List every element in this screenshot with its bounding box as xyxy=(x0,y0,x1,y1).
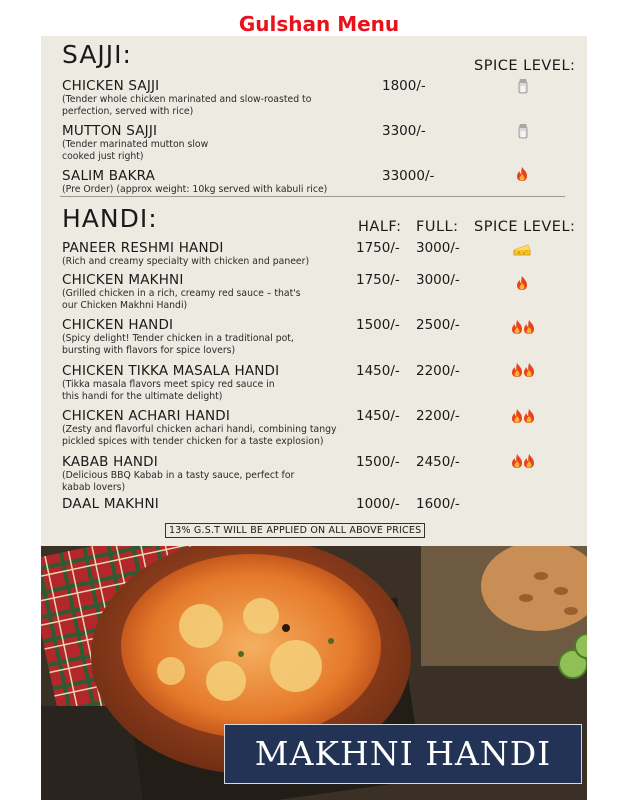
half-label: HALF: xyxy=(358,219,402,235)
menu-item xyxy=(62,272,582,311)
double-flame-icon xyxy=(510,453,536,469)
gst-note: 13% G.S.T WILL BE APPLIED ON ALL ABOVE PRICES xyxy=(165,523,425,538)
salt-shaker-icon xyxy=(516,78,530,94)
item-name: DAAL MAKHNI xyxy=(62,496,159,512)
item-description: (Spicy delight! Tender chicken in a traditional pot, bursting with flavors for spice lovers) xyxy=(62,333,294,356)
item-price: 1800/- xyxy=(382,78,426,94)
item-name: CHICKEN SAJJI xyxy=(62,78,160,94)
handi-heading: HANDI: xyxy=(62,204,158,233)
menu-item xyxy=(62,496,582,512)
menu-item xyxy=(62,240,582,268)
item-description: (Tender marinated mutton slow cooked just right) xyxy=(62,139,209,162)
menu-item xyxy=(62,408,582,447)
double-flame-icon xyxy=(510,319,536,335)
item-name: CHICKEN MAKHNI xyxy=(62,272,184,288)
menu-item xyxy=(62,168,582,196)
menu-item xyxy=(62,363,582,402)
item-name: PANEER RESHMI HANDI xyxy=(62,240,224,256)
item-description: (Grilled chicken in a rich, creamy red sauce – that's our Chicken Makhni Handi) xyxy=(62,288,301,311)
half-price: 1500/- xyxy=(356,454,400,470)
item-description: (Delicious BBQ Kabab in a tasty sauce, perfect for kabab lovers) xyxy=(62,470,295,493)
item-description: (Tender whole chicken marinated and slow-roasted to perfection, served with rice) xyxy=(62,94,312,117)
full-price: 2500/- xyxy=(416,317,460,333)
section-divider xyxy=(60,196,565,197)
half-price: 1500/- xyxy=(356,317,400,333)
item-description: (Tikka masala flavors meet spicy red sauce in this handi for the ultimate delight) xyxy=(62,379,275,402)
handi-spice-label: SPICE LEVEL: xyxy=(474,219,576,235)
item-name: CHICKEN HANDI xyxy=(62,317,174,333)
flame-icon xyxy=(515,275,529,291)
item-name: CHICKEN TIKKA MASALA HANDI xyxy=(62,363,280,379)
page-title: Gulshan Menu xyxy=(238,12,400,36)
half-price: 1000/- xyxy=(356,496,400,512)
item-price: 3300/- xyxy=(382,123,426,139)
full-price: 2200/- xyxy=(416,363,460,379)
sajji-spice-label: SPICE LEVEL: xyxy=(474,58,576,74)
flame-icon xyxy=(515,166,529,182)
item-name: MUTTON SAJJI xyxy=(62,123,158,139)
half-price: 1450/- xyxy=(356,408,400,424)
full-price: 2450/- xyxy=(416,454,460,470)
double-flame-icon xyxy=(510,362,536,378)
full-price: 3000/- xyxy=(416,240,460,256)
half-price: 1750/- xyxy=(356,240,400,256)
item-name: CHICKEN ACHARI HANDI xyxy=(62,408,231,424)
sajji-heading: SAJJI: xyxy=(62,40,132,69)
half-price: 1750/- xyxy=(356,272,400,288)
menu-item xyxy=(62,317,582,356)
full-price: 2200/- xyxy=(416,408,460,424)
item-description: (Rich and creamy specialty with chicken and paneer) xyxy=(62,256,310,267)
dish-banner: MAKHNI HANDI xyxy=(224,724,582,784)
item-description: (Pre Order) (approx weight: 10kg served with kabuli rice) xyxy=(62,184,328,195)
cheese-icon xyxy=(513,242,531,258)
item-name: KABAB HANDI xyxy=(62,454,158,470)
double-flame-icon xyxy=(510,408,536,424)
menu-card xyxy=(41,36,587,546)
full-price: 3000/- xyxy=(416,272,460,288)
item-name: SALIM BAKRA xyxy=(62,168,156,184)
half-price: 1450/- xyxy=(356,363,400,379)
item-price: 33000/- xyxy=(382,168,435,184)
menu-item xyxy=(62,123,582,162)
menu-item xyxy=(62,78,582,117)
salt-shaker-icon xyxy=(516,123,530,139)
full-price: 1600/- xyxy=(416,496,460,512)
item-description: (Zesty and flavorful chicken achari handi, combining tangy pickled spices with tender chicken for a taste explosion) xyxy=(62,424,337,447)
full-label: FULL: xyxy=(416,219,459,235)
menu-item xyxy=(62,454,582,493)
